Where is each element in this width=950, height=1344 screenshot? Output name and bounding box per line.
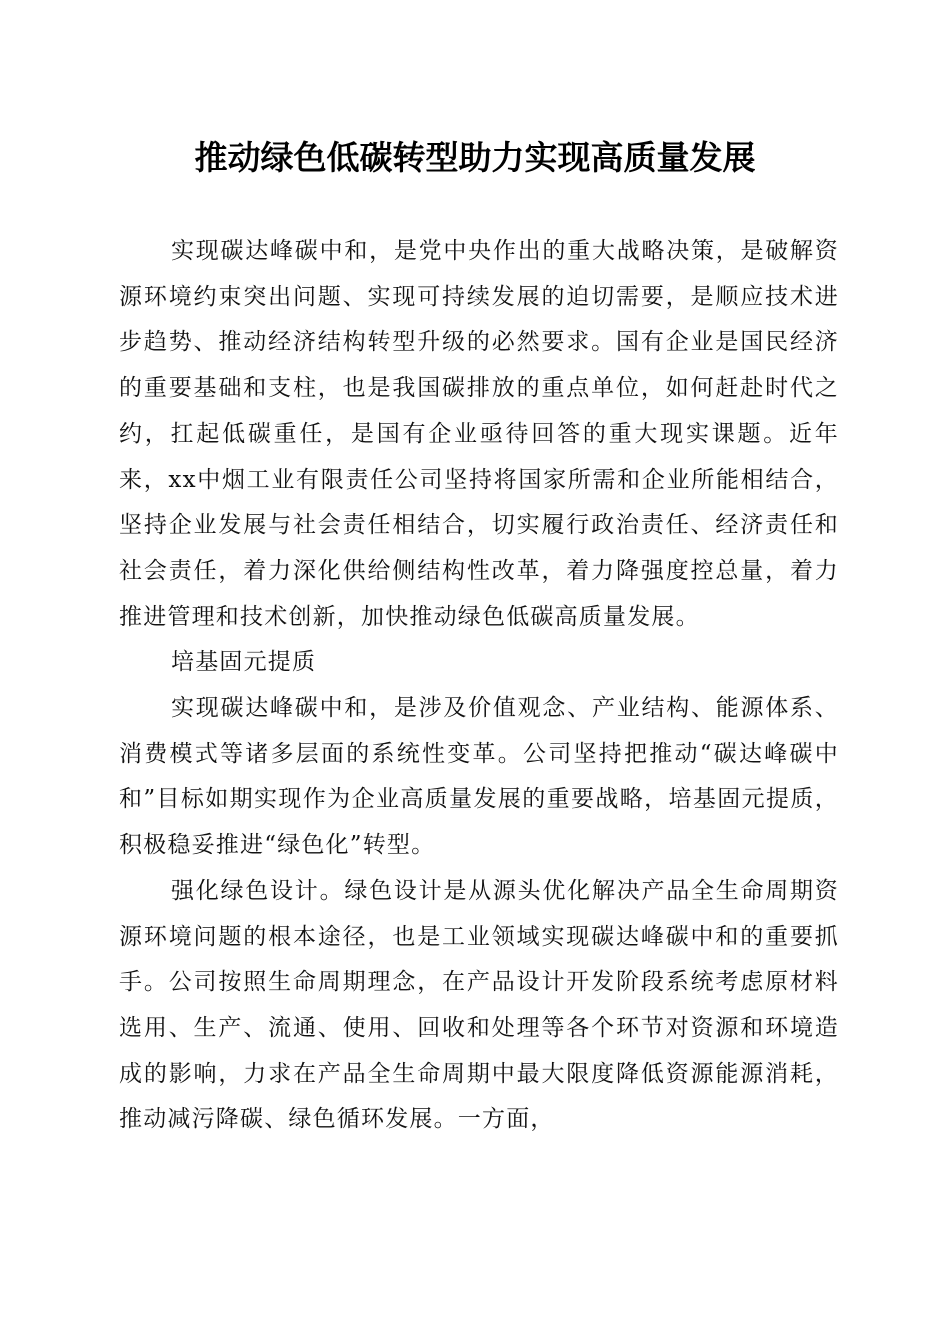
document-title: 推动绿色低碳转型助力实现高质量发展 [194,138,756,177]
section-heading: 培基固元提质 [171,649,317,676]
paragraph-intro: 实现碳达峰碳中和，是党中央作出的重大战略决策，是破解资源环境约束突出问题、实现可持续发展的迫切需要，是顺应技术进步趋势、推动经济结构转型升级的必然要求。国有企业是国民经济的重要基础和支柱，也是我国碳排放的重点单位，如何赶赴时代之约，扛起低碳重任，是国有企业亟待回答的重大现实课题。近年来，xx中烟工业有限责任公司坚持将国家所需和企业所能相结合，坚持企业发展与社会责任相结合，切实履行政治责任、经济责任和社会责任，着力深化供给侧结构性改革，着力降强度控总量，着力推进管理和技术创新，加快推动绿色低碳高质量发展。 [119,238,839,630]
paragraph-green-design: 强化绿色设计。绿色设计是从源头优化解决产品全生命周期资源环境问题的根本途径，也是工业领域实现碳达峰碳中和的重要抓手。公司按照生命周期理念，在产品设计开发阶段系统考虑原材料选用、生产、流通、使用、回收和处理等各个环节对资源和环境造成的影响，力求在产品全生命周期中最大限度降低资源能源消耗，推动减污降碳、绿色循环发展。一方面， [119,877,839,1133]
document-body [119,229,839,1143]
paragraph-section-intro: 实现碳达峰碳中和，是涉及价值观念、产业结构、能源体系、消费模式等诸多层面的系统性变革。公司坚持把推动“碳达峰碳中和”目标如期实现作为企业高质量发展的重要战略，培基固元提质，积极稳妥推进“绿色化”转型。 [119,695,839,859]
